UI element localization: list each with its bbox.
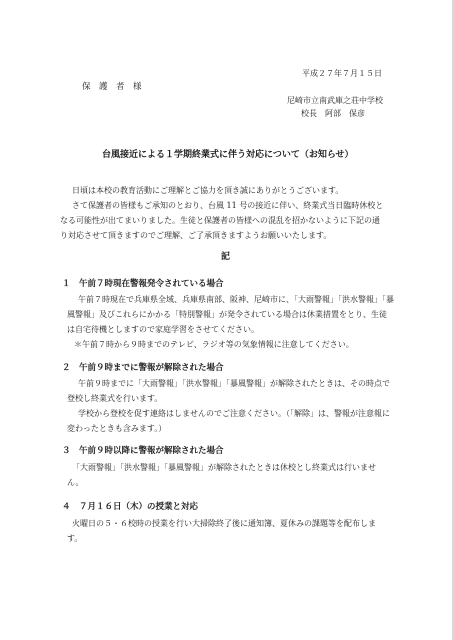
section-4-body [67,516,376,546]
section-1-body [67,292,394,352]
ki-heading: 記 [221,252,231,262]
body-line: す。 [67,534,83,543]
body-line: ＊午前７時から９時までのテレビ、ラジオ等の気象情報に注意してください。 [74,340,354,349]
intro-paragraph [60,183,384,243]
section-3-heading: ３ 午前９時以降に警報が解除された場合 [62,446,224,456]
intro-line: なる可能性が出てまいりました。生徒と保護者の皆様への混乱を招かないように下記の通 [60,216,380,225]
principal-name: 校長 阿部 保彦 [301,109,365,118]
body-line: 変わったときも含みます。） [67,424,167,433]
recipient: 保 護 者 様 [82,82,142,92]
body-line: 学校から登校を促す連絡はしませんのでご注意ください。（「解除」は、警報が注意報に [78,409,390,418]
intro-line: さて保護者の皆様もご承知のとおり、台風 11 号の接近に伴い、終業式当日臨時休校と [72,201,384,210]
body-line: 登校し終業式を行います。 [67,394,163,403]
section-2-body [67,376,390,436]
section-4-heading: ４ ７月１６日（木）の授業と対応 [62,502,199,512]
section-2-heading: ２ 午前９時までに警報が解除された場合 [62,363,224,373]
document-title: 台風接近による１学期終業式に伴う対応について（お知らせ） [102,150,354,160]
section-3-body [67,460,376,490]
section-1-heading: １ 午前７時現在警報発令されている場合 [62,279,224,289]
school-name: 尼崎市立南武庫之荘中学校 [287,96,383,105]
body-line: ん。 [67,478,84,487]
intro-line: り対応させて頂きますのでご理解、ご了承頂きますようお願いいたします。 [60,231,332,240]
body-line: 「大雨警報」「洪水警報」「暴風警報」が解除されたときは休校とし終業式は行いませ [72,463,376,472]
issue-date: 平成２７年７月１５日 [302,69,382,78]
body-line: 風警報」及びこれらにかかる「特別警報」が発令されている場合は休業措置をとり、生徒 [67,310,387,319]
body-line: 午前７時現在で兵庫県全域、兵庫県南部、阪神、尼崎市に、「大雨警報」「洪水警報」「暴 [78,295,394,304]
body-line: 午前９時までに「大雨警報」「洪水警報」「暴風警報」が解除されたときは、その時点で [78,379,390,388]
intro-line: 日頃は本校の教育活動にご理解とご協力を頂き誠にありがとうございます。 [72,186,344,195]
body-line: は自宅待機としますので家庭学習をさせてください。 [67,325,259,334]
body-line: 火曜日の５・６校時の授業を行い大掃除終了後に通知簿、夏休みの課題等を配布しま [72,519,376,528]
